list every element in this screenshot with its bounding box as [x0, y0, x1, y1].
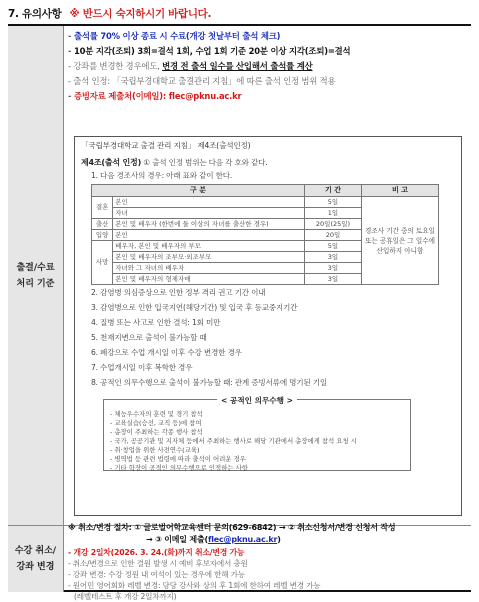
- row-who: 본인: [113, 197, 305, 208]
- cancel-change-row: [8, 523, 471, 601]
- level-change-note: (레벨테스트 후 개강 2일차까지): [74, 592, 177, 601]
- item-5: 5. 천재지변으로 출석이 불가능할 때: [91, 333, 207, 342]
- item-1: 1. 다음 경조사의 경우: 아래 표와 같이 한다.: [91, 171, 233, 180]
- row-period: 3일: [305, 252, 362, 263]
- row-period: 20일(25일): [305, 219, 362, 230]
- duty-item: - 기타 학장이 공적인 의무수행으로 인정하는 사항: [110, 464, 248, 472]
- row-who: 자녀와 그 자녀의 배우자: [113, 263, 305, 274]
- row-who: 자녀: [113, 208, 305, 219]
- duty-item: - 총장이 주최하는 각종 행사 참석: [110, 428, 203, 436]
- article-line: 제4조(출석 인정) ① 출석 인정 범위는 다음 각 호와 같다.: [81, 158, 268, 167]
- duty-item: - 병역법 등 관련 법령에 따라 출석이 어려운 경우: [110, 455, 246, 463]
- cancel-deadline: - 개강 2일차(2026. 3. 24.(화)까지 취소/변경 가능: [68, 548, 245, 557]
- group-death: 사망: [92, 241, 113, 285]
- row-period: 5일: [305, 241, 362, 252]
- bullet-completion: - 출석률 70% 이상 종료 시 수료(개강 첫날부터 출석 체크): [68, 31, 281, 41]
- group-adoption: 입양: [92, 230, 113, 241]
- attendance-content: [64, 26, 471, 525]
- row-who: 본인 및 배우자의 형제자매: [113, 274, 305, 285]
- item-8: 8. 공적인 의무수행으로 출석이 불가능할 때: 관계 증빙서류에 명기된 기일: [91, 378, 328, 387]
- guideline-title: 「국립부경대학교 출결 관리 지침」 제4조(출석인정): [81, 141, 251, 150]
- bullet-evidence-email: - 증빙자료 제출처(이메일): flec@pknu.ac.kr: [68, 91, 242, 101]
- cancel-change-content: [64, 523, 471, 601]
- item-3: 3. 감염병으로 인한 입국지연(해당기간) 및 입국 후 등교중지기간: [91, 303, 298, 312]
- cancel-change-label: [8, 526, 64, 592]
- row-period: 3일: [305, 263, 362, 274]
- cancel-label-line2: 강좌 변경: [16, 562, 55, 572]
- duty-item: - 취·창업을 위한 사전연수(교육): [110, 446, 200, 454]
- procedure-line2: → ③ 이메일 제출(flec@pknu.ac.kr): [146, 535, 281, 544]
- public-duty-box: [103, 396, 411, 472]
- header-category: 구 분: [92, 185, 305, 197]
- public-duty-title: < 공적인 의무수행 >: [104, 395, 410, 406]
- section-warning: ※ 반드시 숙지하시기 바랍니다.: [69, 8, 212, 20]
- cancel-refill: - 취소/변경으로 인한 결원 발생 시 예비 후보자에서 충원: [68, 559, 248, 568]
- course-change-rule: - 강좌 변경: 수강 정원 내 여석이 있는 경우에 한해 가능: [68, 570, 245, 579]
- table-row: [92, 197, 439, 208]
- procedure-email-link[interactable]: flec@pknu.ac.kr: [207, 535, 278, 544]
- attendance-row: [8, 26, 471, 526]
- row-who: 본인 및 배우자 (한번에 둘 이상의 자녀를 출산한 경우): [113, 219, 305, 230]
- table-header-row: [92, 185, 439, 197]
- ceremony-table: [91, 184, 439, 285]
- notice-table: [8, 24, 471, 601]
- attendance-label-line2: 처리 기준: [16, 278, 55, 289]
- bullet-course-change: - 강좌를 변경한 경우에도, 변경 전 출석 일수를 산입해서 출석률 계산: [68, 61, 313, 71]
- item-2: 2. 감염병 의심증상으로 인한 정부 격리 권고 기간 이내: [91, 288, 266, 297]
- section-title: [8, 6, 211, 21]
- row-who: 본인 및 배우자의 조부모·외조부모: [113, 252, 305, 263]
- header-period: 기 간: [305, 185, 362, 197]
- guideline-box: [74, 136, 462, 516]
- row-period: 3일: [305, 274, 362, 285]
- attendance-label-line1: 출결/수료: [16, 262, 55, 273]
- duty-item: - 교육실습(승선, 교직 등)에 참여: [110, 419, 202, 427]
- table-note: 경조사 기간 중의 토요일 또는 공휴일은 그 일수에 산입하지 아니함: [362, 197, 439, 285]
- row-period: 1일: [305, 208, 362, 219]
- duty-item: - 국가, 공공기관 및 지자체 등에서 주최하는 행사로 해당 기관에서 총장에게 참석 요청 시: [110, 437, 357, 445]
- item-6: 6. 폐강으로 수업 개시일 이후 수강 변경한 경우: [91, 348, 242, 357]
- group-marriage: 결혼: [92, 197, 113, 219]
- section-number: 7. 유의사항: [8, 8, 62, 20]
- item-7: 7. 수업개시일 이후 복학한 경우: [91, 363, 193, 372]
- duty-item: - 체능우수자의 훈련 및 경기 참석: [110, 410, 203, 418]
- level-change-rule: - 원어민 영어회화 레벨 변경: 담당 강사와 상의 후 1회에 한하여 레벨 변경 가능: [68, 581, 321, 590]
- row-period: 5일: [305, 197, 362, 208]
- procedure-line1: ※ 취소/변경 절차: ① 글로벌어학교육센터 문의(629-6842) → ② 취소신청서/변경 신청서 작성: [68, 523, 396, 532]
- row-period: 20일: [305, 230, 362, 241]
- bullet-lateness: - 10분 지각(조퇴) 3회=결석 1회, 수업 1회 기준 20분 이상 지각(조퇴)=결석: [68, 46, 351, 56]
- attendance-label: [8, 26, 64, 525]
- bullet-attendance-recognition: - 출석 인정: 「국립부경대학교 출결관리 지침」에 따른 출석 인정 범위 적용: [68, 76, 336, 86]
- row-who: 본인: [113, 230, 305, 241]
- group-birth: 출산: [92, 219, 113, 230]
- item-4: 4. 질병 또는 사고로 인한 결석: 1회 미만: [91, 318, 221, 327]
- cancel-label-line1: 수강 취소/: [14, 546, 57, 556]
- header-note: 비 고: [362, 185, 439, 197]
- row-who: 배우자, 본인 및 배우자의 부모: [113, 241, 305, 252]
